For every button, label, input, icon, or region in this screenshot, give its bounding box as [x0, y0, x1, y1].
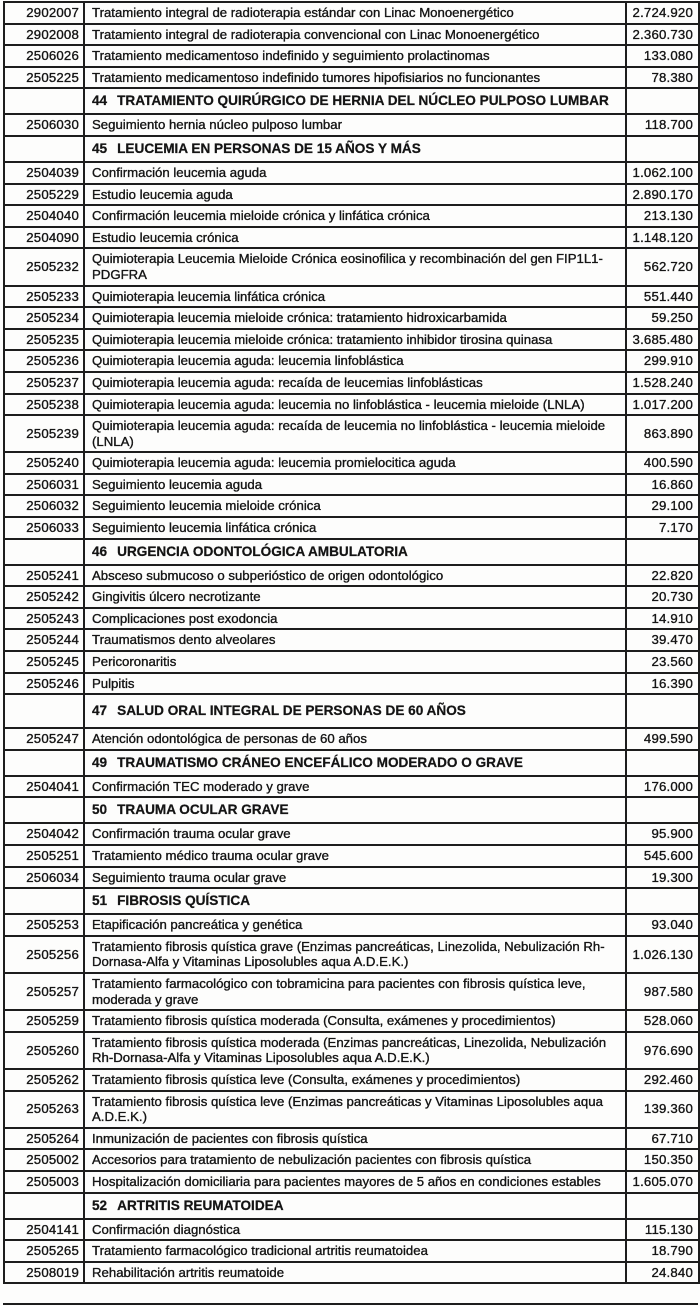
description-cell: Estudio leucemia aguda	[84, 184, 626, 206]
value-cell: 118.700	[626, 114, 699, 136]
description-cell: Confirmación leucemia mieloide crónica y linfática crónica	[84, 205, 626, 227]
section-header-row	[4, 539, 699, 565]
tariff-table	[3, 1, 700, 1284]
code-cell: 2505235	[4, 329, 84, 351]
value-cell: 22.820	[626, 565, 699, 587]
description-cell: Etapificación pancreática y genética	[84, 914, 626, 936]
description-cell: Seguimiento trauma ocular grave	[84, 867, 626, 889]
code-cell	[4, 750, 84, 776]
value-cell: 2.724.920	[626, 2, 699, 24]
description-cell: Quimioterapia leucemia aguda: recaída de leucemias linfoblásticas	[84, 372, 626, 394]
description-cell: Tratamiento fibrosis quística moderada (Enzimas pancreáticas, Linezolida, Nebulización Rh-Dornasa-Alfa y Vitaminas Liposolubles aqua A.D.E.K.)	[84, 1032, 626, 1069]
table-row	[4, 227, 699, 249]
code-cell: 2505236	[4, 350, 84, 372]
code-cell	[4, 88, 84, 114]
code-cell: 2505257	[4, 973, 84, 1010]
table-row	[4, 329, 699, 351]
description-cell: Tratamiento fibrosis quística moderada (Consulta, exámenes y procedimientos)	[84, 1010, 626, 1032]
section-header-row	[4, 1193, 699, 1219]
tariff-table-body	[4, 2, 699, 1283]
table-row	[4, 205, 699, 227]
table-row	[4, 651, 699, 673]
value-cell: 115.130	[626, 1219, 699, 1241]
code-cell: 2508019	[4, 1262, 84, 1284]
code-cell: 2505251	[4, 845, 84, 867]
value-cell: 292.460	[626, 1069, 699, 1091]
section-title: TRATAMIENTO QUIRÚRGICO DE HERNIA DEL NÚCLEO PULPOSO LUMBAR	[117, 93, 609, 109]
scanned-document-page	[0, 1, 700, 1306]
code-cell: 2505262	[4, 1069, 84, 1091]
table-row	[4, 452, 699, 474]
code-cell	[4, 888, 84, 914]
value-cell: 3.685.480	[626, 329, 699, 351]
table-row	[4, 517, 699, 539]
code-cell	[4, 136, 84, 162]
code-cell: 2506032	[4, 495, 84, 517]
description-cell	[84, 1193, 626, 1219]
section-title: SALUD ORAL INTEGRAL DE PERSONAS DE 60 AÑOS	[117, 703, 466, 719]
section-number: 46	[92, 543, 108, 559]
value-cell: 67.710	[626, 1128, 699, 1150]
value-cell: 987.580	[626, 973, 699, 1010]
code-cell: 2506034	[4, 867, 84, 889]
code-cell: 2505241	[4, 565, 84, 587]
description-cell: Tratamiento fibrosis quística leve (Consulta, exámenes y procedimientos)	[84, 1069, 626, 1091]
section-header-row	[4, 88, 699, 114]
description-cell	[84, 136, 626, 162]
code-cell: 2505243	[4, 608, 84, 630]
description-cell: Rehabilitación artritis reumatoide	[84, 1262, 626, 1284]
description-cell: Tratamiento medicamentoso indefinido tumores hipofisiarios no funcionantes	[84, 67, 626, 89]
code-cell: 2505244	[4, 629, 84, 651]
value-cell: 39.470	[626, 629, 699, 651]
value-cell	[626, 694, 699, 728]
value-cell: 16.390	[626, 673, 699, 695]
table-row	[4, 372, 699, 394]
value-cell	[626, 1193, 699, 1219]
description-cell: Confirmación leucemia aguda	[84, 162, 626, 184]
value-cell: 95.900	[626, 823, 699, 845]
table-row	[4, 394, 699, 416]
description-cell: Atención odontológica de personas de 60 años	[84, 728, 626, 750]
table-row	[4, 184, 699, 206]
code-cell: 2505238	[4, 394, 84, 416]
value-cell: 20.730	[626, 586, 699, 608]
value-cell: 14.910	[626, 608, 699, 630]
code-cell: 2505260	[4, 1032, 84, 1069]
table-row	[4, 823, 699, 845]
value-cell: 139.360	[626, 1091, 699, 1128]
code-cell: 2505239	[4, 415, 84, 452]
description-cell: Seguimiento leucemia linfática crónica	[84, 517, 626, 539]
code-cell: 2505246	[4, 673, 84, 695]
description-cell: Quimioterapia leucemia aguda: leucemia promielocitica aguda	[84, 452, 626, 474]
value-cell: 19.300	[626, 867, 699, 889]
description-cell	[84, 539, 626, 565]
table-row	[4, 565, 699, 587]
description-cell: Seguimiento hernia núcleo pulposo lumbar	[84, 114, 626, 136]
code-cell: 2505234	[4, 307, 84, 329]
table-row	[4, 973, 699, 1010]
code-cell: 2504042	[4, 823, 84, 845]
value-cell	[626, 750, 699, 776]
code-cell: 2505232	[4, 248, 84, 285]
code-cell: 2902007	[4, 2, 84, 24]
table-row	[4, 1240, 699, 1262]
description-cell: Tratamiento farmacológico tradicional artritis reumatoidea	[84, 1240, 626, 1262]
table-row	[4, 1069, 699, 1091]
value-cell: 78.380	[626, 67, 699, 89]
table-row	[4, 248, 699, 285]
code-cell: 2505259	[4, 1010, 84, 1032]
code-cell: 2505002	[4, 1149, 84, 1171]
description-cell: Confirmación diagnóstica	[84, 1219, 626, 1241]
value-cell: 976.690	[626, 1032, 699, 1069]
description-cell: Tratamiento fibrosis quística leve (Enzimas pancreáticas y Vitaminas Liposolubles aqua A.D.E.K.)	[84, 1091, 626, 1128]
section-header-row	[4, 797, 699, 823]
table-row	[4, 728, 699, 750]
code-cell	[4, 1193, 84, 1219]
table-row	[4, 1032, 699, 1069]
table-row	[4, 45, 699, 67]
section-title: LEUCEMIA EN PERSONAS DE 15 AÑOS Y MÁS	[117, 140, 421, 156]
value-cell: 562.720	[626, 248, 699, 285]
value-cell: 2.360.730	[626, 24, 699, 46]
description-cell: Gingivitis úlcero necrotizante	[84, 586, 626, 608]
value-cell: 1.062.100	[626, 162, 699, 184]
value-cell: 551.440	[626, 286, 699, 308]
code-cell: 2506030	[4, 114, 84, 136]
value-cell: 1.605.070	[626, 1171, 699, 1193]
section-header-row	[4, 750, 699, 776]
description-cell: Quimioterapia leucemia mieloide crónica: tratamiento inhibidor tirosina quinasa	[84, 329, 626, 351]
description-cell: Quimioterapia Leucemia Mieloide Crónica eosinofilica y recombinación del gen FIP1L1-PDGFRA	[84, 248, 626, 285]
code-cell: 2505240	[4, 452, 84, 474]
description-cell: Accesorios para tratamiento de nebulización pacientes con fibrosis quística	[84, 1149, 626, 1171]
table-row	[4, 495, 699, 517]
value-cell: 2.890.170	[626, 184, 699, 206]
table-row	[4, 608, 699, 630]
code-cell	[4, 797, 84, 823]
section-number: 51	[92, 893, 108, 909]
value-cell: 18.790	[626, 1240, 699, 1262]
code-cell	[4, 694, 84, 728]
code-cell: 2505237	[4, 372, 84, 394]
value-cell	[626, 797, 699, 823]
section-header-row	[4, 136, 699, 162]
section-number: 52	[92, 1197, 108, 1213]
table-row	[4, 776, 699, 798]
description-cell: Tratamiento farmacológico con tobramicina para pacientes con fibrosis quística leve, moderada y grave	[84, 973, 626, 1010]
description-cell: Seguimiento leucemia mieloide crónica	[84, 495, 626, 517]
value-cell: 299.910	[626, 350, 699, 372]
code-cell: 2505225	[4, 67, 84, 89]
table-row	[4, 845, 699, 867]
value-cell: 1.026.130	[626, 936, 699, 973]
description-cell: Inmunización de pacientes con fibrosis quística	[84, 1128, 626, 1150]
code-cell: 2505265	[4, 1240, 84, 1262]
table-row	[4, 673, 699, 695]
table-row	[4, 307, 699, 329]
value-cell: 59.250	[626, 307, 699, 329]
description-cell: Estudio leucemia crónica	[84, 227, 626, 249]
value-cell: 23.560	[626, 651, 699, 673]
table-row	[4, 1010, 699, 1032]
value-cell	[626, 88, 699, 114]
description-cell	[84, 88, 626, 114]
code-cell: 2505264	[4, 1128, 84, 1150]
description-cell: Tratamiento médico trauma ocular grave	[84, 845, 626, 867]
code-cell: 2505003	[4, 1171, 84, 1193]
code-cell: 2505247	[4, 728, 84, 750]
value-cell: 29.100	[626, 495, 699, 517]
value-cell: 133.080	[626, 45, 699, 67]
description-cell: Confirmación TEC moderado y grave	[84, 776, 626, 798]
table-row	[4, 2, 699, 24]
description-cell: Pulpitis	[84, 673, 626, 695]
value-cell: 176.000	[626, 776, 699, 798]
table-row	[4, 1149, 699, 1171]
code-cell: 2504090	[4, 227, 84, 249]
code-cell: 2504040	[4, 205, 84, 227]
table-row	[4, 114, 699, 136]
section-header-row	[4, 888, 699, 914]
table-row	[4, 1219, 699, 1241]
value-cell: 16.860	[626, 474, 699, 496]
code-cell: 2506031	[4, 474, 84, 496]
section-number: 45	[92, 140, 108, 156]
description-cell: Seguimiento leucemia aguda	[84, 474, 626, 496]
table-row	[4, 1091, 699, 1128]
description-cell: Pericoronaritis	[84, 651, 626, 673]
code-cell: 2504041	[4, 776, 84, 798]
description-cell: Quimioterapia leucemia aguda: recaída de leucemia no linfoblástica - leucemia mieloide (LNLA)	[84, 415, 626, 452]
section-number: 47	[92, 703, 108, 719]
description-cell: Tratamiento fibrosis quística grave (Enzimas pancreáticas, Linezolida, Nebulización Rh-Dornasa-Alfa y Vitaminas Liposolubles aqua A.D.E.K.)	[84, 936, 626, 973]
table-row	[4, 350, 699, 372]
value-cell: 528.060	[626, 1010, 699, 1032]
value-cell: 499.590	[626, 728, 699, 750]
section-number: 44	[92, 93, 108, 109]
value-cell: 1.148.120	[626, 227, 699, 249]
value-cell: 400.590	[626, 452, 699, 474]
table-row	[4, 474, 699, 496]
description-cell: Confirmación trauma ocular grave	[84, 823, 626, 845]
code-cell: 2505245	[4, 651, 84, 673]
table-row	[4, 1128, 699, 1150]
description-cell: Quimioterapia leucemia aguda: leucemia no linfoblástica - leucemia mieloide (LNLA)	[84, 394, 626, 416]
section-title: ARTRITIS REUMATOIDEA	[117, 1197, 284, 1213]
value-cell: 545.600	[626, 845, 699, 867]
value-cell: 150.350	[626, 1149, 699, 1171]
section-title: FIBROSIS QUÍSTICA	[117, 893, 251, 909]
table-row	[4, 936, 699, 973]
code-cell: 2505263	[4, 1091, 84, 1128]
table-row	[4, 914, 699, 936]
description-cell: Absceso submucoso o subperióstico de origen odontológico	[84, 565, 626, 587]
table-row	[4, 1262, 699, 1284]
section-number: 49	[92, 754, 108, 770]
code-cell: 2506026	[4, 45, 84, 67]
table-row	[4, 1171, 699, 1193]
description-cell	[84, 694, 626, 728]
value-cell	[626, 136, 699, 162]
table-row	[4, 867, 699, 889]
table-row	[4, 24, 699, 46]
section-title: TRAUMA OCULAR GRAVE	[117, 802, 289, 818]
description-cell: Quimioterapia leucemia linfática crónica	[84, 286, 626, 308]
code-cell: 2505233	[4, 286, 84, 308]
table-row	[4, 629, 699, 651]
description-cell: Traumatismos dento alveolares	[84, 629, 626, 651]
code-cell: 2505256	[4, 936, 84, 973]
value-cell: 24.840	[626, 1262, 699, 1284]
section-number: 50	[92, 802, 108, 818]
description-cell	[84, 797, 626, 823]
description-cell: Quimioterapia leucemia mieloide crónica: tratamiento hidroxicarbamida	[84, 307, 626, 329]
value-cell: 93.040	[626, 914, 699, 936]
description-cell: Tratamiento integral de radioterapia convencional con Linac Monoenergético	[84, 24, 626, 46]
table-row	[4, 415, 699, 452]
description-cell: Complicaciones post exodoncia	[84, 608, 626, 630]
value-cell	[626, 888, 699, 914]
section-title: URGENCIA ODONTOLÓGICA AMBULATORIA	[117, 543, 408, 559]
code-cell: 2902008	[4, 24, 84, 46]
code-cell: 2506033	[4, 517, 84, 539]
value-cell: 1.528.240	[626, 372, 699, 394]
section-header-row	[4, 694, 699, 728]
value-cell: 7.170	[626, 517, 699, 539]
description-cell: Quimioterapia leucemia aguda: leucemia linfoblástica	[84, 350, 626, 372]
code-cell	[4, 539, 84, 565]
code-cell: 2505242	[4, 586, 84, 608]
description-cell	[84, 888, 626, 914]
code-cell: 2504039	[4, 162, 84, 184]
code-cell: 2504141	[4, 1219, 84, 1241]
description-cell: Tratamiento integral de radioterapia estándar con Linac Monoenergético	[84, 2, 626, 24]
table-row	[4, 162, 699, 184]
value-cell	[626, 539, 699, 565]
table-row	[4, 67, 699, 89]
value-cell: 863.890	[626, 415, 699, 452]
description-cell: Tratamiento medicamentoso indefinido y seguimiento prolactinomas	[84, 45, 626, 67]
code-cell: 2505253	[4, 914, 84, 936]
section-title: TRAUMATISMO CRÁNEO ENCEFÁLICO MODERADO O GRAVE	[117, 754, 523, 770]
value-cell: 1.017.200	[626, 394, 699, 416]
code-cell: 2505229	[4, 184, 84, 206]
description-cell: Hospitalización domiciliaria para pacientes mayores de 5 años en condiciones estables	[84, 1171, 626, 1193]
table-row	[4, 586, 699, 608]
table-row	[4, 286, 699, 308]
value-cell: 213.130	[626, 205, 699, 227]
description-cell	[84, 750, 626, 776]
